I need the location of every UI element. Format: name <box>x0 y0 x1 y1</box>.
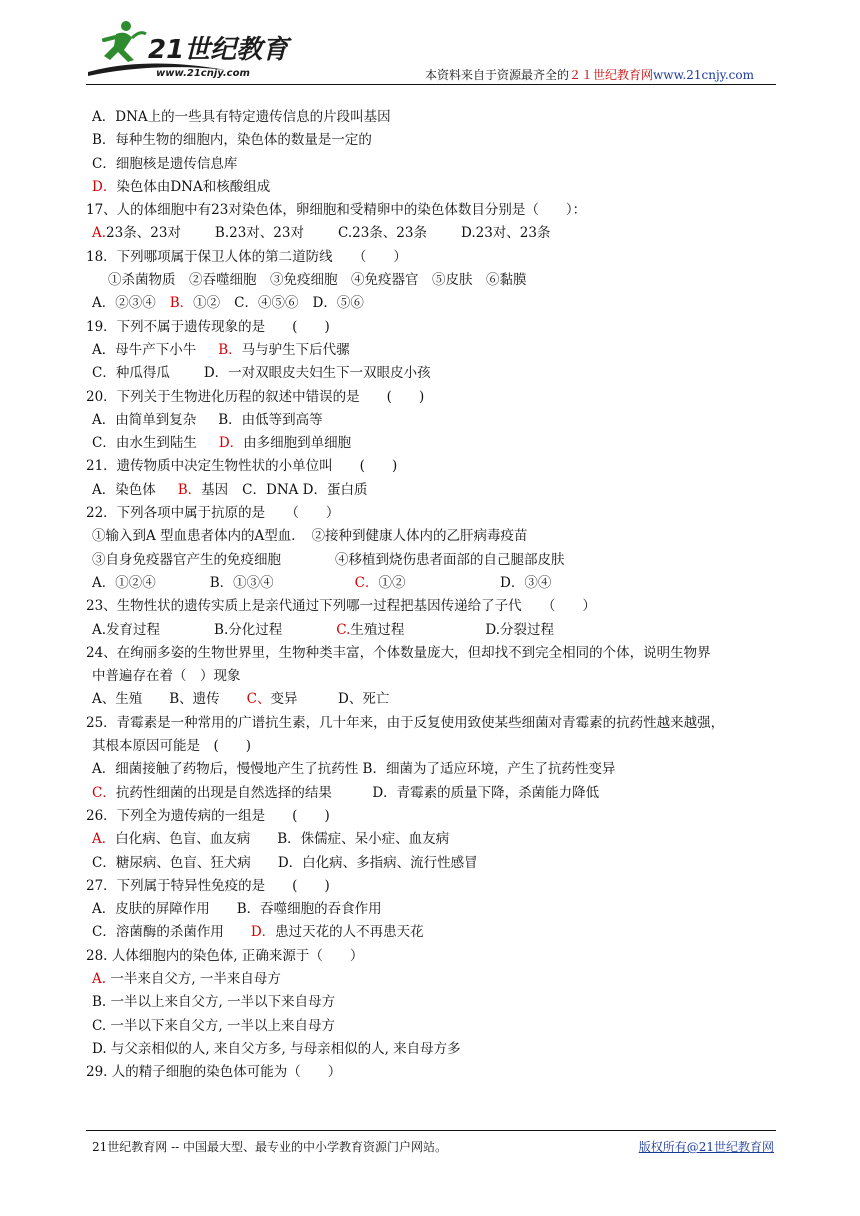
line-text: 24、在绚丽多姿的生物世界里，生物种类丰富，个体数量庞大，但却找不到完全相同的个体，说明生物界 <box>86 644 711 661</box>
line-text: B．由低等到高等 <box>218 411 323 428</box>
option-line <box>86 525 786 548</box>
option-line <box>86 1015 786 1038</box>
option-line <box>86 921 786 944</box>
question-line <box>86 945 786 968</box>
line-text: A．②③④ <box>92 295 156 312</box>
line-text: C．细胞核是遗传信息库 <box>92 155 238 172</box>
line-text: 由多细胞到单细胞 <box>243 435 352 452</box>
question-line <box>86 712 786 735</box>
line-text: 26．下列全为遗传病的一组是 ( ) <box>86 807 330 824</box>
line-text: ①② D．③④ <box>378 574 552 591</box>
line-text: B. 一半以上来自父方, 一半以下来自母方 <box>92 994 336 1011</box>
line-text: C. 一半以下来自父方, 一半以上来自母方 <box>92 1017 336 1034</box>
answer-marker: B． <box>169 295 194 312</box>
line-text: 23条、23对 <box>106 225 181 242</box>
option-line <box>86 688 786 711</box>
header-divider <box>86 84 776 85</box>
option-line <box>86 432 786 455</box>
line-text: C．由水生到陆生 <box>92 435 197 452</box>
option-line <box>86 106 786 129</box>
line-text: 29. 人的精子细胞的染色体可能为（ ） <box>86 1064 342 1081</box>
answer-marker: B． <box>177 481 202 498</box>
line-text: C．糖尿病、色盲、狂犬病 D．白化病、多指病、流行性感冒 <box>92 854 478 871</box>
answer-marker: C. <box>336 621 351 638</box>
line-text: C．④⑤⑥ <box>234 295 299 312</box>
line-text: 基因 <box>201 481 229 498</box>
option-line <box>86 572 786 595</box>
option-line <box>86 176 786 199</box>
line-text: 染色体由DNA和核酸组成 <box>116 178 271 195</box>
line-text: ③自身免疫器官产生的免疫细胞 ④移植到烧伤患者面部的自己腿部皮肤 <box>92 551 565 568</box>
option-line <box>86 409 786 432</box>
question-line <box>86 595 786 618</box>
line-text: ①② <box>193 295 221 312</box>
line-text: A．皮肤的屏障作用 B．吞噬细胞的吞食作用 <box>92 901 382 918</box>
option-line <box>86 549 786 572</box>
line-text: A．由简单到复杂 <box>92 411 197 428</box>
logo-url: www.21cnjy.com <box>156 68 250 79</box>
line-text: 17、人的体细胞中有23对染色体，卵细胞和受精卵中的染色体数目分别是（ ）： <box>86 202 587 219</box>
line-text: C.23条、23条 <box>337 225 427 242</box>
line-text: 变异 D、死亡 <box>270 691 390 708</box>
question-line <box>86 1061 786 1084</box>
question-line <box>86 386 786 409</box>
question-line <box>86 455 786 478</box>
option-line <box>86 758 786 781</box>
21cnjy-logo <box>86 16 296 82</box>
option-line <box>86 269 786 292</box>
question-line <box>86 875 786 898</box>
line-text: D．一对双眼皮夫妇生下一双眼皮小孩 <box>203 365 431 382</box>
line-text: C．DNA D．蛋白质 <box>242 481 368 498</box>
line-text: 22．下列各项中属于抗原的是 （ ） <box>86 505 340 522</box>
logo-text: 21世纪教育 <box>148 35 289 65</box>
question-line <box>86 642 786 665</box>
option-line <box>86 362 786 385</box>
page-header <box>0 0 860 90</box>
line-text: 白化病、色盲、血友病 B．侏儒症、呆小症、血友病 <box>115 831 450 848</box>
question-line <box>86 805 786 828</box>
header-source <box>425 66 754 83</box>
line-text: 患过天花的人不再患天花 <box>275 924 424 941</box>
line-text: 19．下列不属于遗传现象的是 ( ) <box>86 318 330 335</box>
line-text: A．母牛产下小牛 <box>92 341 197 358</box>
line-text: 25．青霉素是一种常用的广谱抗生素，几十年来，由于反复使用致使某些细菌对青霉素的抗药性越来越强， <box>86 714 725 731</box>
option-line <box>86 828 786 851</box>
footer-description: 21世纪教育网 -- 中国最大型、最专业的中小学教育资源门户网站。 <box>92 1140 448 1154</box>
line-text: B．每种生物的细胞内，染色体的数量是一定的 <box>92 132 372 149</box>
line-text: D．⑤⑥ <box>312 295 364 312</box>
line-text: 20．下列关于生物进化历程的叙述中错误的是 ( ) <box>86 388 425 405</box>
line-text: D.23对、23条 <box>460 225 551 242</box>
option-line <box>86 782 786 805</box>
footer-divider <box>86 1130 776 1131</box>
line-text: A．细菌接触了药物后，慢慢地产生了抗药性 B．细菌为了适应环境，产生了抗药性变异 <box>92 761 616 778</box>
line-text: 抗药性细菌的出现是自然选择的结果 D．青霉素的质量下降，杀菌能力降低 <box>115 784 600 801</box>
question-line <box>86 246 786 269</box>
line-text: 21．遗传物质中决定生物性状的小单位叫 ( ) <box>86 458 398 475</box>
line-text: A．①②④ B．①③④ <box>92 574 355 591</box>
line-text: 18．下列哪项属于保卫人体的第二道防线 （ ） <box>86 248 407 265</box>
header-source-prefix: 本资料来自于资源最齐全的 <box>425 68 570 82</box>
option-line <box>86 991 786 1014</box>
line-text: 一半来自父方, 一半来自母方 <box>110 970 281 987</box>
line-text: A、生殖 B、遗传 <box>92 691 247 708</box>
question-line <box>86 502 786 525</box>
line-text: B.23对、23对 <box>214 225 304 242</box>
answer-marker: D． <box>92 178 117 195</box>
question-line <box>86 316 786 339</box>
question-content <box>86 106 786 1084</box>
line-text: 生殖过程 D.分裂过程 <box>350 621 555 638</box>
answer-marker: D． <box>218 435 244 452</box>
header-source-site: ２１世纪教育网 <box>569 68 654 82</box>
line-text: A．染色体 <box>92 481 156 498</box>
answer-marker: A． <box>92 831 116 848</box>
line-text: ①输入到A 型血患者体内的A型血． ②接种到健康人体内的乙肝病毒疫苗 <box>92 528 528 545</box>
line-text: 其根本原因可能是 ( ) <box>92 738 252 755</box>
option-line <box>86 129 786 152</box>
line-text: 27．下列属于特异性免疫的是 ( ) <box>86 877 330 894</box>
line-text: C．溶菌酶的杀菌作用 <box>92 924 251 941</box>
line-text: D. 与父亲相似的人, 来自父方多, 与母亲相似的人, 来自母方多 <box>92 1040 461 1057</box>
line-text: A.发育过程 B.分化过程 <box>92 621 337 638</box>
option-line <box>86 852 786 875</box>
line-text: 马与驴生下后代骡 <box>241 341 350 358</box>
answer-marker: C． <box>92 784 116 801</box>
line-text: 28. 人体细胞内的染色体, 正确来源于（ ） <box>86 947 364 964</box>
answer-marker: D． <box>250 924 276 941</box>
option-line <box>86 479 786 502</box>
option-line <box>86 898 786 921</box>
option-line <box>86 665 786 688</box>
line-text: ①杀菌物质 ②吞噬细胞 ③免疫细胞 ④免疫器官 ⑤皮肤 ⑥黏膜 <box>108 272 527 289</box>
line-text: 23、生物性状的遗传实质上是亲代通过下列哪一过程把基因传递给了子代 （ ） <box>86 598 596 615</box>
option-line <box>86 968 786 991</box>
question-line <box>86 199 786 222</box>
option-line <box>86 153 786 176</box>
option-line <box>86 222 786 245</box>
option-line <box>86 292 786 315</box>
option-line <box>86 339 786 362</box>
header-source-url[interactable]: www.21cnjy.com <box>653 68 754 82</box>
line-text: C．种瓜得瓜 <box>92 365 170 382</box>
option-line <box>86 1038 786 1061</box>
answer-marker: A. <box>92 225 107 242</box>
option-line <box>86 619 786 642</box>
line-text: A．DNA上的一些具有特定遗传信息的片段叫基因 <box>92 109 391 125</box>
answer-marker: C． <box>354 574 379 591</box>
line-text: 中普遍存在着（ ）现象 <box>92 668 241 685</box>
answer-marker: C、 <box>246 691 271 708</box>
answer-marker: B． <box>218 341 242 358</box>
answer-marker: A. <box>92 970 111 987</box>
footer-copyright-link[interactable]: 版权所有@21世纪教育网 <box>638 1140 774 1154</box>
option-line <box>86 735 786 758</box>
